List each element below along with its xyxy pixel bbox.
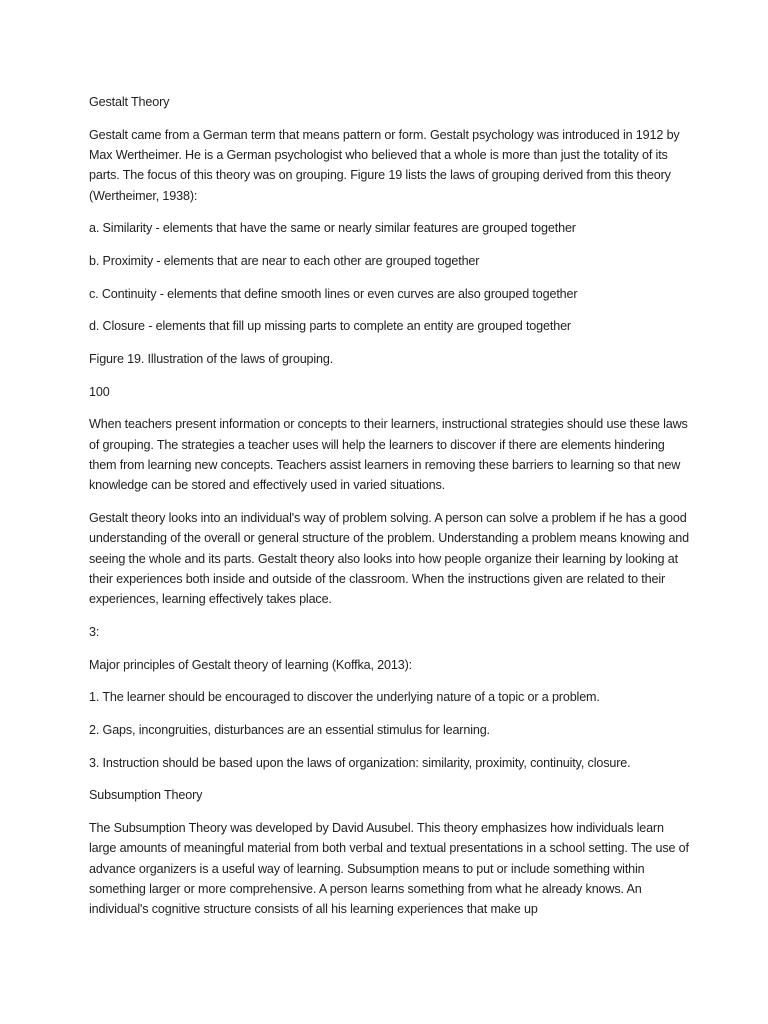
section-marker: 3: (89, 624, 100, 639)
figure-caption: Figure 19. Illustration of the laws of grouping. (89, 352, 334, 367)
principle-2: 2. Gaps, incongruities, disturbances are an essential stimulus for learning. (89, 722, 490, 737)
subsumption-paragraph: The Subsumption Theory was developed by David Ausubel. This theory emphasizes how individuals learn large amounts of meaningful material from both verbal and textual presentations in a school setting. The use of advance organizers is a useful way of learning. Subsumption means to put or include something within something larger or more comprehensive. A person learns something from what he already knows. An individual's cognitive structure consists of all his learning experiences that make up (89, 820, 689, 917)
law-closure: d. Closure - elements that fill up missing parts to complete an entity are grouped together (89, 319, 571, 334)
intro-paragraph: Gestalt came from a German term that means pattern or form. Gestalt psychology was introduced in 1912 by Max Wertheimer. He is a German psychologist who believed that a whole is more than just the totality of its parts. The focus of this theory was on grouping. Figure 19 lists the laws of grouping derived from this theory (Wertheimer, 1938): (89, 127, 680, 203)
section-title-gestalt: Gestalt Theory (89, 95, 170, 109)
law-proximity: b. Proximity - elements that are near to each other are grouped together (89, 253, 480, 268)
principle-3: 3. Instruction should be based upon the laws of organization: similarity, proximity, continuity, closure. (89, 755, 631, 770)
section-title-subsumption: Subsumption Theory (89, 788, 203, 803)
problem-solving-paragraph: Gestalt theory looks into an individual's way of problem solving. A person can solve a problem if he has a good understanding of the overall or general structure of the problem. Understanding a problem means knowing and seeing the whole and its parts. Gestalt theory also looks into how people organize their learning by looking at their experiences both inside and outside of the classroom. When the instructions given are related to their experiences, learning effectively takes place. (89, 510, 690, 607)
principles-heading: Major principles of Gestalt theory of learning (Koffka, 2013): (89, 657, 412, 672)
document-body (89, 92, 689, 932)
page-number: 100 (89, 384, 110, 399)
law-continuity: c. Continuity - elements that define smooth lines or even curves are also grouped together (89, 286, 578, 301)
teachers-paragraph: When teachers present information or concepts to their learners, instructional strategies should use these laws of grouping. The strategies a teacher uses will help the learners to discover if there are elements hindering them from learning new concepts. Teachers assist learners in removing these barriers to learning so that new knowledge can be stored and effectively used in varied situations. (89, 417, 688, 493)
law-similarity: a. Similarity - elements that have the same or nearly similar features are grouped together (89, 221, 576, 236)
principle-1: 1. The learner should be encouraged to discover the underlying nature of a topic or a problem. (89, 690, 600, 705)
